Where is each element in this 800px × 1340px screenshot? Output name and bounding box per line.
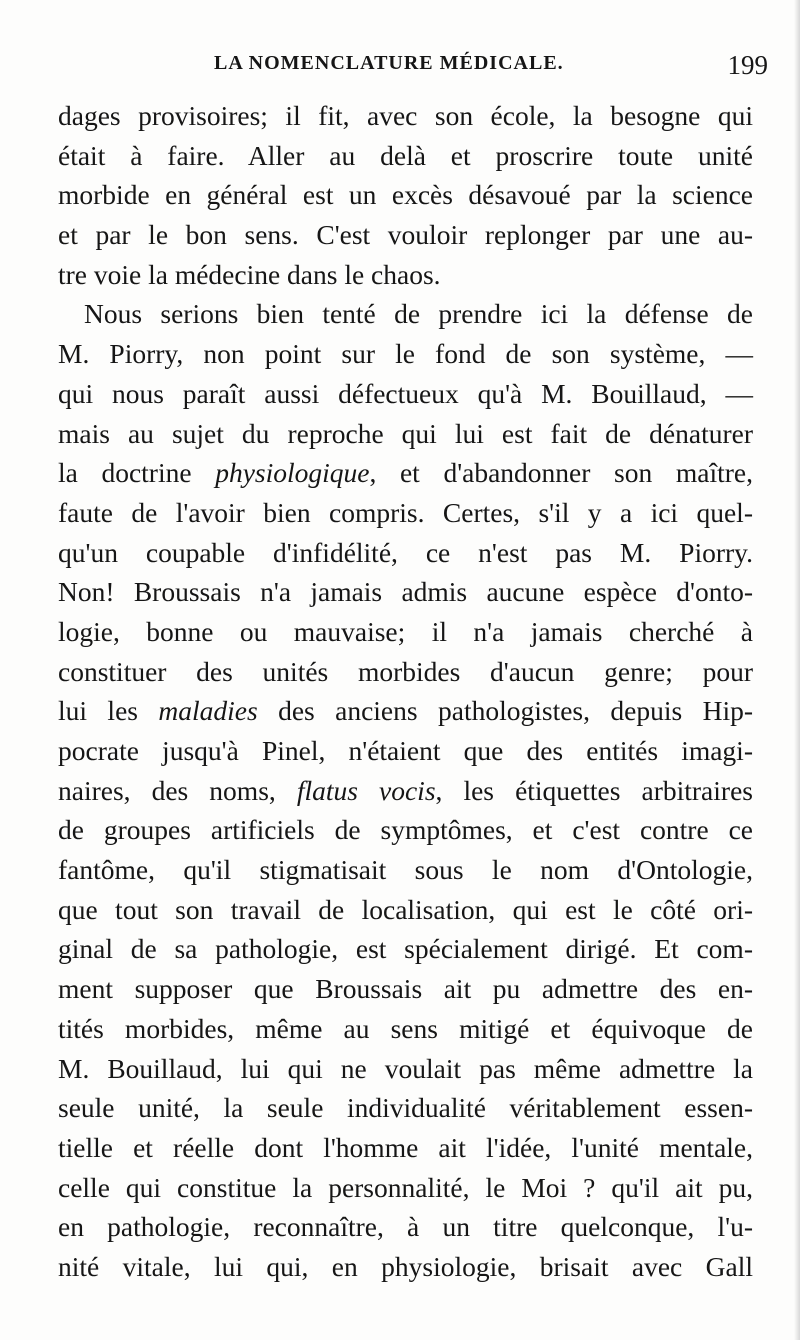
text-line: dages provisoires; il fit, avec son école, la besogne qui <box>58 100 753 131</box>
text-line: ginal de sa pathologie, est spécialement dirigé. Et com- <box>58 933 753 965</box>
text-line: lui les maladies des anciens pathologistes, depuis Hip- <box>58 695 753 727</box>
text-line: pocrate jusqu'à Pinel, n'étaient que des entités imagi- <box>58 735 753 766</box>
text-line: morbide en général est un excès désavoué par la science <box>58 179 753 211</box>
text-line: M. Piorry, non point sur le fond de son système, — <box>58 338 753 370</box>
text-line: tités morbides, même au sens mitigé et équivoque de <box>58 1012 753 1044</box>
text-line: mais au sujet du reproche qui lui est fait de dénaturer <box>58 417 753 449</box>
text-line: était à faire. Aller au delà et proscrire toute unité <box>58 139 753 171</box>
text-line: Nous serions bien tenté de prendre ici la défense de <box>84 298 753 330</box>
body-text <box>58 96 753 1287</box>
italic-term: flatus vocis <box>296 774 436 806</box>
text-line: que tout son travail de localisation, qui est le côté ori- <box>58 893 753 925</box>
text-line: seule unité, la seule individualité véritablement essen- <box>58 1092 753 1124</box>
page-number: 199 <box>727 50 768 80</box>
text-line: ment supposer que Broussais ait pu admettre des en- <box>58 973 753 1005</box>
text-line: tielle et réelle dont l'homme ait l'idée, l'unité mentale, <box>58 1131 753 1163</box>
text-line: tre voie la médecine dans le chaos. <box>58 258 441 290</box>
text-line: la doctrine physiologique, et d'abandonner son maître, <box>58 457 753 489</box>
page-header <box>58 52 768 84</box>
text-line: fantôme, qu'il stigmatisait sous le nom d'Ontologie, <box>58 854 753 886</box>
text-line: qu'un coupable d'infidélité, ce n'est pas M. Piorry. <box>58 536 753 568</box>
text-line: faute de l'avoir bien compris. Certes, s'il y a ici quel- <box>58 496 753 528</box>
running-title: LA NOMENCLATURE MÉDICALE. <box>214 52 564 74</box>
italic-term: maladies <box>158 695 258 727</box>
italic-term: physiologique <box>215 457 370 489</box>
text-line: et par le bon sens. C'est vouloir replonger par une au- <box>58 219 753 251</box>
text-line: M. Bouillaud, lui qui ne voulait pas même admettre la <box>58 1052 753 1084</box>
text-line: qui nous paraît aussi défectueux qu'à M. Bouillaud, — <box>58 377 753 409</box>
text-line: en pathologie, reconnaître, à un titre quelconque, l'u- <box>58 1211 753 1243</box>
text-line: naires, des noms, flatus vocis, les étiquettes arbitraires <box>58 774 753 806</box>
text-line: celle qui constitue la personnalité, le Moi ? qu'il ait pu, <box>58 1171 753 1203</box>
text-line: Non! Broussais n'a jamais admis aucune espèce d'onto- <box>58 576 753 608</box>
text-line: nité vitale, lui qui, en physiologie, brisait avec Gall <box>58 1250 753 1282</box>
text-line: de groupes artificiels de symptômes, et c'est contre ce <box>58 814 753 846</box>
text-line: logie, bonne ou mauvaise; il n'a jamais cherché à <box>58 615 753 647</box>
text-line: constituer des unités morbides d'aucun genre; pour <box>58 655 753 687</box>
